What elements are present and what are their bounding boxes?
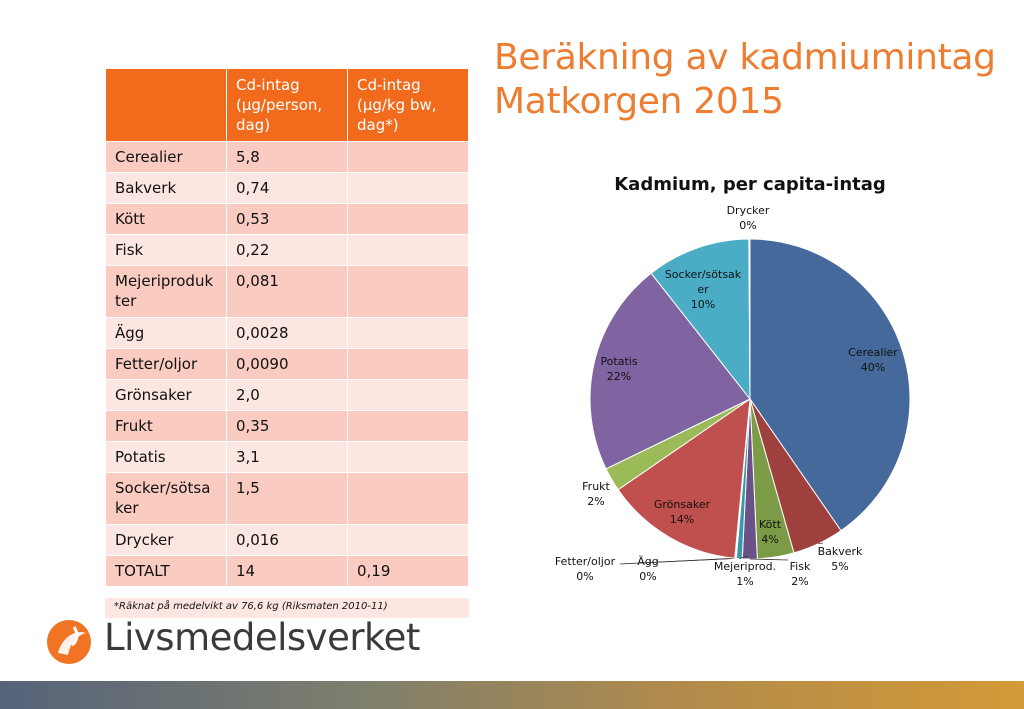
slice-label: Bakverk 5% — [817, 545, 863, 573]
footer-band — [0, 681, 1024, 709]
table-row — [106, 173, 469, 204]
chart-title: Kadmium, per capita-intag — [614, 174, 886, 195]
intake-kg-cell — [348, 525, 469, 556]
food-cell: Bakverk — [106, 173, 227, 204]
table-row — [106, 142, 469, 173]
intake-person-cell: 0,35 — [227, 411, 348, 442]
food-cell: Mejeriprodukter — [106, 266, 227, 318]
page-title — [494, 36, 1014, 124]
intake-person-cell: 0,081 — [227, 266, 348, 318]
header-cell-kg: Cd-intag (µg/kg bw, dag*) — [348, 69, 469, 142]
food-cell: Frukt — [106, 411, 227, 442]
intake-person-cell: 0,0090 — [227, 349, 348, 380]
intake-kg-cell — [348, 142, 469, 173]
intake-person-cell: 3,1 — [227, 442, 348, 473]
brand-name: Livsmedelsverket — [104, 616, 420, 659]
table-row — [106, 235, 469, 266]
slice-label: Kött 4% — [758, 518, 782, 546]
intake-person-cell: 0,22 — [227, 235, 348, 266]
slice-label: Grönsaker 14% — [653, 498, 711, 526]
intake-person-cell: 14 — [227, 556, 348, 587]
intake-person-cell: 0,016 — [227, 525, 348, 556]
food-cell: Drycker — [106, 525, 227, 556]
table-row — [106, 411, 469, 442]
slice-label: Frukt 2% — [582, 480, 610, 508]
food-cell: Fetter/oljor — [106, 349, 227, 380]
slice-label: Cerealier 40% — [848, 346, 898, 374]
intake-person-cell: 0,53 — [227, 204, 348, 235]
title-line-2: Matkorgen 2015 — [494, 81, 784, 122]
intake-person-cell: 1,5 — [227, 473, 348, 525]
intake-kg-cell: 0,19 — [348, 556, 469, 587]
intake-person-cell: 5,8 — [227, 142, 348, 173]
intake-person-cell: 0,74 — [227, 173, 348, 204]
intake-kg-cell — [348, 349, 469, 380]
food-cell: Socker/sötsaker — [106, 473, 227, 525]
table-footnote: *Räknat på medelvikt av 76,6 kg (Riksmaten 2010-11) — [105, 598, 469, 618]
table-row — [106, 525, 469, 556]
table-row — [106, 204, 469, 235]
intake-kg-cell — [348, 204, 469, 235]
table-header-row — [106, 69, 469, 142]
intake-kg-cell — [348, 380, 469, 411]
table-row — [106, 318, 469, 349]
table-row — [106, 442, 469, 473]
intake-kg-cell — [348, 266, 469, 318]
table-row — [106, 473, 469, 525]
slice-label: Socker/sötsak er 10% — [664, 268, 742, 311]
food-cell: Grönsaker — [106, 380, 227, 411]
intake-kg-cell — [348, 235, 469, 266]
livsmedelsverket-logo-icon — [44, 615, 104, 669]
pie-chart — [540, 160, 960, 600]
intake-kg-cell — [348, 318, 469, 349]
food-cell: TOTALT — [106, 556, 227, 587]
slice-label: Drycker 0% — [726, 204, 770, 232]
cadmium-intake-table — [105, 68, 469, 587]
food-cell: Potatis — [106, 442, 227, 473]
food-cell: Cerealier — [106, 142, 227, 173]
intake-kg-cell — [348, 411, 469, 442]
intake-kg-cell — [348, 442, 469, 473]
table-row — [106, 349, 469, 380]
slice-label: Fisk 2% — [789, 560, 811, 588]
table-row — [106, 266, 469, 318]
slice-label: Mejeriprod. 1% — [713, 560, 777, 588]
food-cell: Fisk — [106, 235, 227, 266]
table-row — [106, 380, 469, 411]
title-line-1: Beräkning av kadmiumintag — [494, 37, 996, 78]
slice-label: Potatis 22% — [600, 355, 638, 383]
table-row — [106, 556, 469, 587]
slice-label: Fetter/oljor 0% — [554, 555, 616, 583]
slice-label: Ägg 0% — [637, 555, 659, 583]
intake-person-cell: 0,0028 — [227, 318, 348, 349]
intake-person-cell: 2,0 — [227, 380, 348, 411]
food-cell: Ägg — [106, 318, 227, 349]
header-cell-food — [106, 69, 227, 142]
header-cell-person: Cd-intag (µg/person, dag) — [227, 69, 348, 142]
food-cell: Kött — [106, 204, 227, 235]
intake-kg-cell — [348, 473, 469, 525]
intake-kg-cell — [348, 173, 469, 204]
